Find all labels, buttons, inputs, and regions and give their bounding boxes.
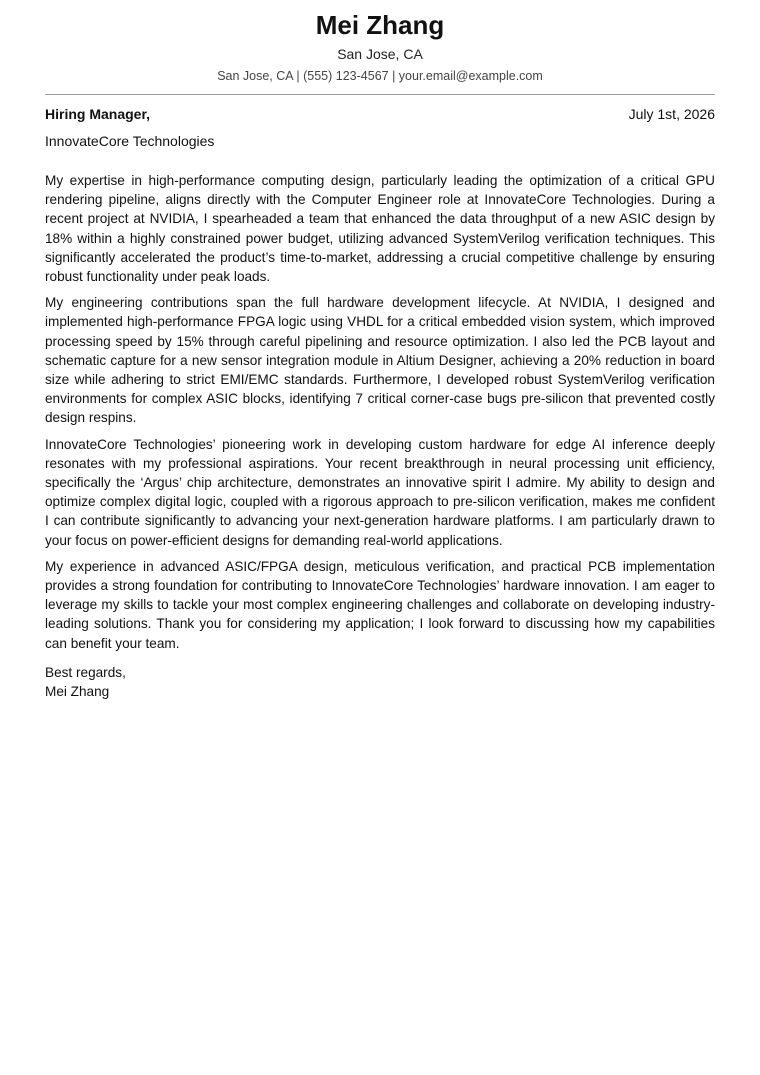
contact-info: San Jose, CA | (555) 123-4567 | your.email@example.com bbox=[217, 69, 543, 83]
header-divider bbox=[45, 94, 715, 95]
closing-phrase: Best regards, bbox=[45, 664, 126, 680]
body-paragraph: My experience in advanced ASIC/FPGA design, meticulous verification, and practical PCB implementation provides a strong foundation for contributing to InnovateCore Technologies’ hardware innovation. I am eager to leverage my skills to tackle your most complex engineering challenges and collaborate on developing industry-leading solutions. Thank you for considering my application; I look forward to discussing how my capabilities can benefit your team. bbox=[45, 558, 715, 651]
letter-closing bbox=[45, 663, 715, 702]
company-name: InnovateCore Technologies bbox=[45, 133, 215, 149]
body-paragraph: My expertise in high-performance computing design, particularly leading the optimization of a critical GPU rendering pipeline, aligns directly with the Computer Engineer role at InnovateCore Technologies. During a recent project at NVIDIA, I spearheaded a team that enhanced the data throughput of a new ASIC design by 18% within a highly constrained power budget, utilizing advanced SystemVerilog verification techniques. This significantly accelerated the product’s time-to-market, addressing a crucial competitive challenge by ensuring robust functionality under peak loads. bbox=[45, 173, 715, 285]
recipient-date-row bbox=[45, 104, 715, 124]
letter-header bbox=[45, 8, 715, 85]
recipient-salutation: Hiring Manager, bbox=[45, 106, 151, 122]
letter-date: July 1st, 2026 bbox=[628, 106, 715, 122]
body-paragraph: InnovateCore Technologies’ pioneering work in developing custom hardware for edge AI inference deeply resonates with my professional aspirations. Your recent breakthrough in neural processing unit efficiency, specifically the ‘Argus’ chip architecture, demonstrates an innovative spirit I admire. My ability to design and optimize complex digital logic, coupled with a rigorous approach to pre-silicon verification, makes me confident I can contribute significantly to advancing your next-generation hardware platforms. I am particularly drawn to your focus on power-efficient designs for demanding real-world applications. bbox=[45, 436, 715, 548]
applicant-location: San Jose, CA bbox=[337, 46, 423, 62]
letter-body bbox=[45, 171, 715, 653]
body-paragraph: My engineering contributions span the full hardware development lifecycle. At NVIDIA, I designed and implemented high-performance FPGA logic using VHDL for a critical embedded vision system, which improved processing speed by 15% through careful pipelining and resource optimization. I also led the PCB layout and schematic capture for a new sensor integration module in Altium Designer, achieving a 20% reduction in board size while adhering to strict EMI/EMC standards. Furthermore, I developed robust SystemVerilog verification environments for complex ASIC blocks, identifying 7 critical corner-case bugs pre-silicon that prevented costly design respins. bbox=[45, 295, 715, 426]
applicant-name: Mei Zhang bbox=[315, 10, 445, 40]
signature-name: Mei Zhang bbox=[45, 684, 110, 700]
